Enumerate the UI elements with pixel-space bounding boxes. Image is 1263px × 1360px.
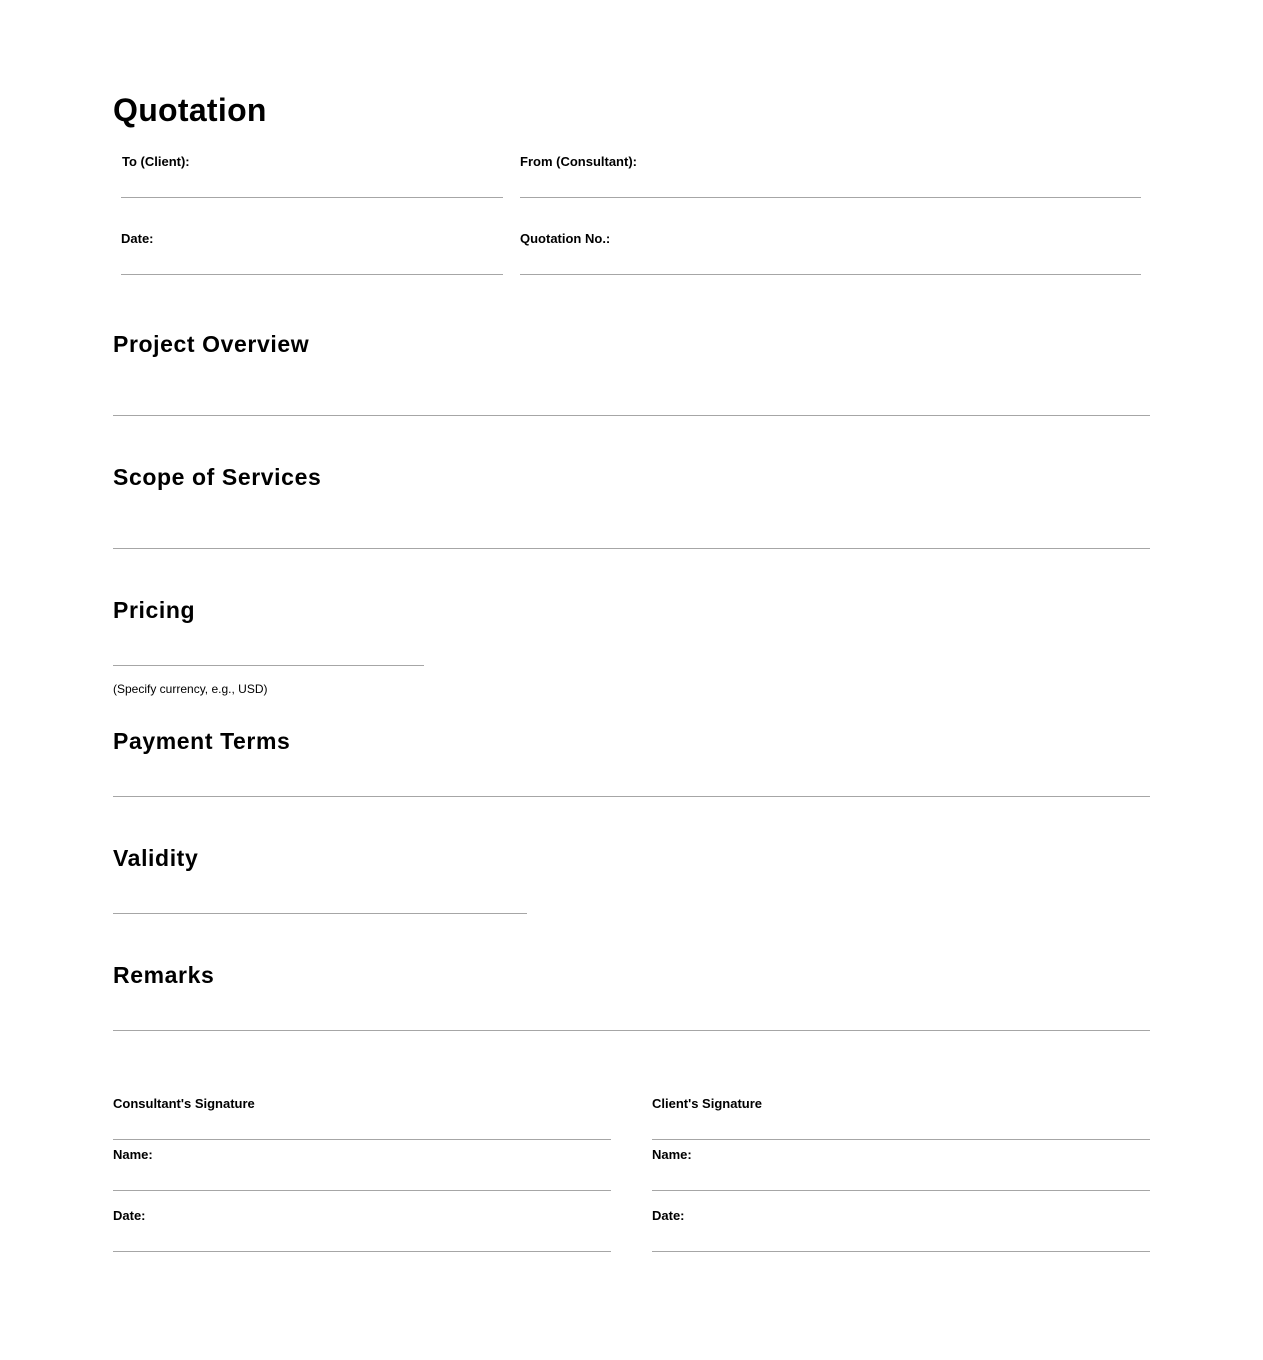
- quotation-no-input[interactable]: [520, 251, 1141, 271]
- scope-of-services-underline: [113, 548, 1150, 549]
- payment-terms-input[interactable]: [113, 771, 1150, 793]
- page-title: Quotation: [113, 92, 267, 128]
- pricing-heading: Pricing: [113, 597, 196, 623]
- client-date-input[interactable]: [652, 1227, 1150, 1249]
- client-date-label: Date:: [652, 1208, 685, 1223]
- project-overview-underline: [113, 415, 1150, 416]
- payment-terms-underline: [113, 796, 1150, 797]
- from-consultant-input[interactable]: [520, 174, 1141, 194]
- consultant-signature-label: Consultant's Signature: [113, 1096, 255, 1111]
- client-signature-field[interactable]: [652, 1115, 1150, 1138]
- date-label: Date:: [121, 231, 154, 246]
- client-date-underline: [652, 1251, 1150, 1252]
- consultant-name-label: Name:: [113, 1147, 153, 1162]
- client-signature-label: Client's Signature: [652, 1096, 762, 1111]
- pricing-underline: [113, 665, 424, 666]
- consultant-date-underline: [113, 1251, 611, 1252]
- remarks-heading: Remarks: [113, 962, 215, 988]
- from-consultant-underline: [520, 197, 1141, 198]
- consultant-name-underline: [113, 1190, 611, 1191]
- consultant-date-input[interactable]: [113, 1227, 611, 1249]
- scope-of-services-heading: Scope of Services: [113, 464, 322, 490]
- consultant-name-input[interactable]: [113, 1166, 611, 1188]
- quotation-no-label: Quotation No.:: [520, 231, 611, 246]
- project-overview-input[interactable]: [113, 390, 1150, 412]
- validity-input[interactable]: [113, 888, 527, 910]
- remarks-input[interactable]: [113, 1005, 1150, 1027]
- pricing-currency-note: (Specify currency, e.g., USD): [113, 682, 268, 696]
- scope-of-services-input[interactable]: [113, 523, 1150, 545]
- quotation-no-underline: [520, 274, 1141, 275]
- date-underline: [121, 274, 503, 275]
- consultant-signature-field[interactable]: [113, 1115, 611, 1138]
- to-client-input[interactable]: [121, 174, 503, 194]
- client-name-label: Name:: [652, 1147, 692, 1162]
- to-client-underline: [121, 197, 503, 198]
- pricing-input[interactable]: [113, 640, 424, 662]
- to-client-label: To (Client):: [122, 154, 190, 169]
- remarks-underline: [113, 1030, 1150, 1031]
- from-consultant-label: From (Consultant):: [520, 154, 637, 169]
- consultant-signature-underline: [113, 1139, 611, 1140]
- date-input[interactable]: [121, 251, 503, 271]
- client-name-input[interactable]: [652, 1166, 1150, 1188]
- client-signature-underline: [652, 1139, 1150, 1140]
- consultant-date-label: Date:: [113, 1208, 146, 1223]
- validity-underline: [113, 913, 527, 914]
- payment-terms-heading: Payment Terms: [113, 728, 291, 754]
- project-overview-heading: Project Overview: [113, 331, 310, 357]
- client-name-underline: [652, 1190, 1150, 1191]
- validity-heading: Validity: [113, 845, 199, 871]
